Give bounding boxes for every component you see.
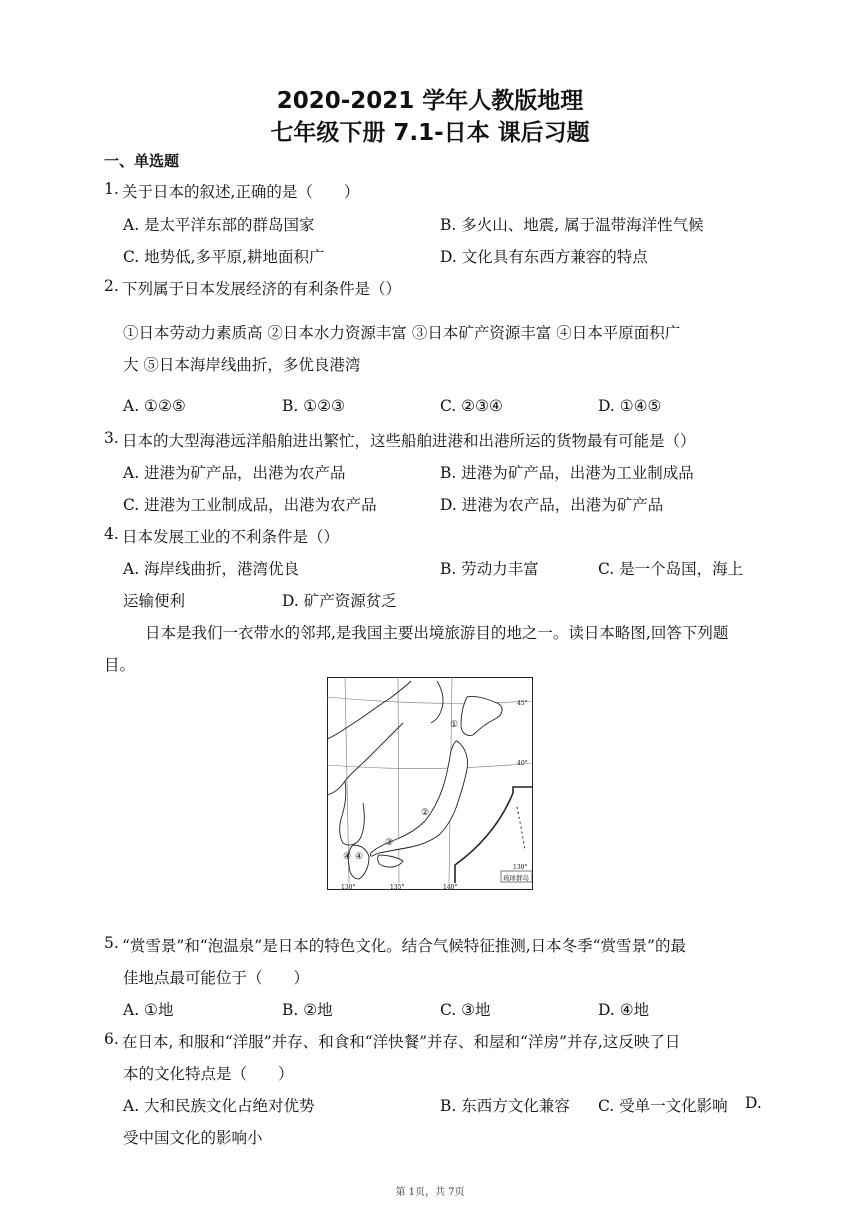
q3-option-d: D. 进港为农产品，出港为矿产品 — [440, 496, 664, 514]
q5-option-a: A. ①地 — [123, 1001, 174, 1019]
question-1-number: 1. — [104, 180, 119, 198]
question-4-number: 4. — [104, 525, 119, 543]
q6-option-b: B. 东西方文化兼容 — [440, 1097, 570, 1115]
lon-130-label: 130° — [341, 884, 356, 890]
page-footer: 第 1页，共 7页 — [395, 1187, 465, 1198]
q1-option-c: C. 地势低,多平原,耕地面积广 — [123, 248, 325, 266]
q5-option-d: D. ④地 — [598, 1001, 650, 1019]
q6-option-d: D. — [745, 1094, 762, 1112]
q3-option-c: C. 进港为工业制成品，出港为农产品 — [123, 496, 377, 514]
question-5-number: 5. — [104, 934, 119, 952]
q4-option-c-continued: 运输便利 — [123, 592, 186, 610]
marker-1: ① — [450, 720, 459, 730]
question-1-stem: 关于日本的叙述,正确的是（ ） — [122, 183, 360, 201]
q3-option-b: B. 进港为矿产品，出港为工业制成品 — [440, 464, 694, 482]
q1-option-b: B. 多火山、地震, 属于温带海洋性气候 — [440, 216, 704, 234]
q6-option-c: C. 受单一文化影响 — [598, 1097, 728, 1115]
inset-label: 琉球群岛 — [503, 874, 529, 882]
question-3-number: 3. — [104, 429, 119, 447]
q4-option-b: B. 劳动力丰富 — [440, 560, 539, 578]
q6-option-d-text: 受中国文化的影响小 — [123, 1129, 263, 1147]
q4-option-d: D. 矿产资源贫乏 — [282, 592, 397, 610]
marker-3: ③ — [385, 838, 394, 848]
q2-option-c: C. ②③④ — [440, 397, 503, 415]
question-2-number: 2. — [104, 277, 119, 295]
marker-4-second: ④ — [355, 852, 364, 862]
q3-option-a: A. 进港为矿产品，出港为农产品 — [123, 464, 346, 482]
q4-option-c: C. 是一个岛国，海上 — [598, 560, 744, 578]
question-5-stem: “赏雪景”和“泡温泉”是日本的特色文化。结合气候特征推测,日本冬季“赏雪景”的最 — [122, 937, 686, 955]
q1-option-a: A. 是太平洋东部的群岛国家 — [123, 216, 315, 234]
passage-line-2: 目。 — [104, 656, 136, 674]
title-line-1: 2020-2021 学年人教版地理 — [276, 88, 584, 114]
lon-140-label: 140° — [443, 884, 458, 890]
inset-longitude-label: 130° — [513, 864, 528, 871]
question-2-stem-line-2: ①日本劳动力素质高 ②日本水力资源丰富 ③日本矿产资源丰富 ④日本平原面积广 — [123, 324, 681, 342]
q2-option-a: A. ①②⑤ — [123, 397, 186, 415]
q1-option-d: D. 文化具有东西方兼容的特点 — [440, 248, 648, 266]
section-heading: 一、单选题 — [104, 152, 180, 170]
question-2-stem-line-3: 大 ⑤日本海岸线曲折，多优良港湾 — [123, 356, 361, 374]
q4-option-a: A. 海岸线曲折，港湾优良 — [123, 560, 300, 578]
marker-2: ② — [421, 808, 430, 818]
question-6-stem-line-2: 本的文化特点是（ ） — [123, 1065, 294, 1083]
lat-45-label: 45° — [517, 700, 528, 707]
question-4-stem: 日本发展工业的不利条件是（） — [122, 528, 340, 546]
lon-135-label: 135° — [390, 884, 405, 890]
japan-sketch-map — [327, 677, 533, 890]
q2-option-b: B. ①②③ — [282, 397, 345, 415]
question-5-stem-line-2: 佳地点最可能位于（ ） — [123, 969, 310, 987]
title-line-2: 七年级下册 7.1-日本 课后习题 — [270, 120, 590, 146]
q5-option-c: C. ③地 — [440, 1001, 491, 1019]
marker-4: ④ — [343, 852, 352, 862]
q6-option-a: A. 大和民族文化占绝对优势 — [123, 1097, 315, 1115]
q5-option-b: B. ②地 — [282, 1001, 333, 1019]
question-6-number: 6. — [104, 1030, 119, 1048]
lat-40-label: 40° — [517, 760, 528, 767]
q2-option-d: D. ①④⑤ — [598, 397, 662, 415]
passage-line-1: 日本是我们一衣带水的邻邦,是我国主要出境旅游目的地之一。读日本略图,回答下列题 — [145, 624, 729, 642]
question-3-stem: 日本的大型海港远洋船舶进出繁忙，这些船舶进港和出港所运的货物最有可能是（） — [122, 432, 696, 450]
question-6-stem: 在日本, 和服和“洋服”并存、和食和“洋快餐”并存、和屋和“洋房”并存,这反映了日 — [122, 1033, 681, 1051]
question-2-stem: 下列属于日本发展经济的有利条件是（） — [122, 280, 402, 298]
